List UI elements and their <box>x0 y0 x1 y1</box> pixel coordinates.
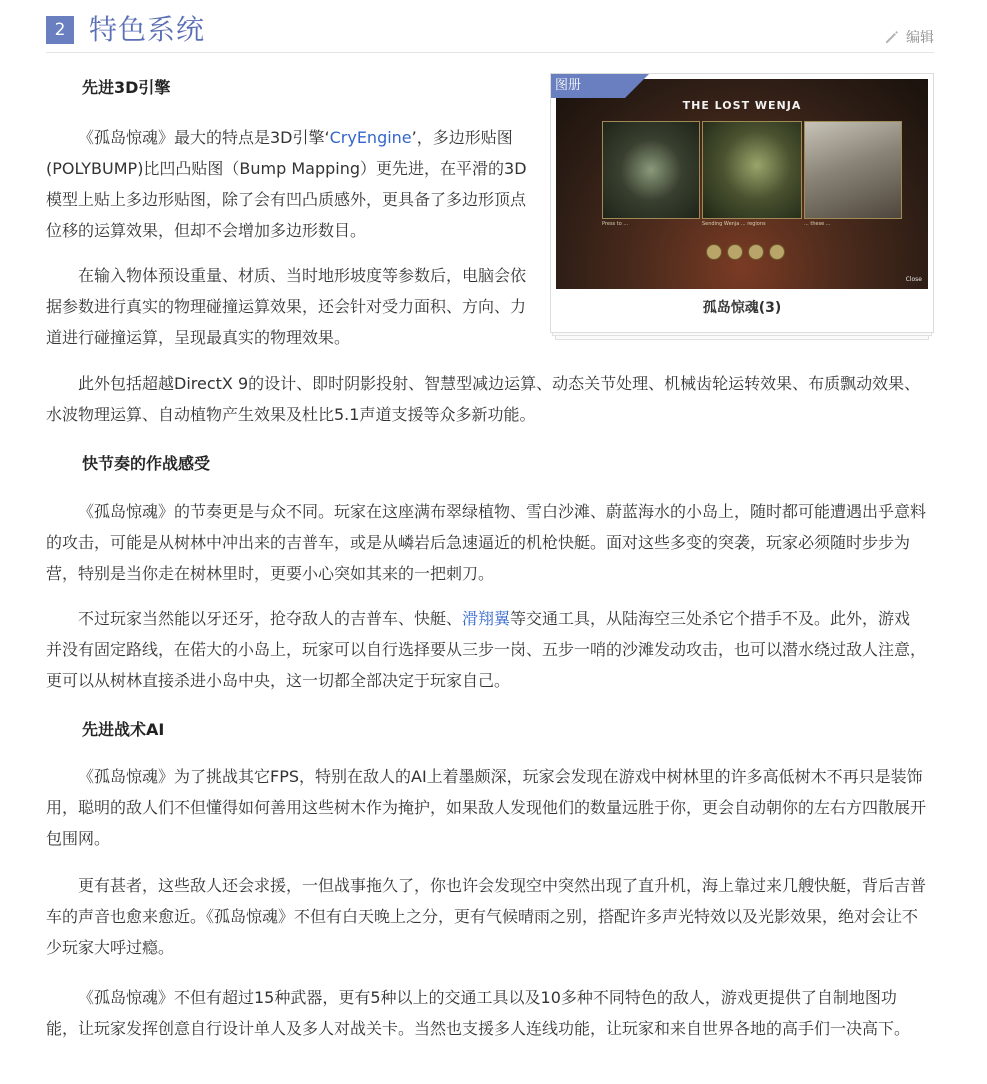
paragraph: 此外包括超越DirectX 9的设计、即时阴影投射、智慧型减边运算、动态关节处理、机械齿轮运转效果、布质飘动效果、水波物理运算、自动植物产生效果及杜比5.1声道支援等众多新功能。 <box>46 374 921 424</box>
section-header <box>46 10 934 53</box>
pencil-icon <box>884 29 900 45</box>
paragraph-text: ’，多边形贴图(POLYBUMP)比凹凸贴图（Bump Mapping）更先进，在平滑的3D模型上贴上多边形贴图，除了会有凹凸质感外，更具备了多边形顶点位移的运算效果，但却不会增加多边形数目。 <box>46 128 527 240</box>
edit-button[interactable] <box>884 28 934 48</box>
paragraph: 更有甚者，这些敌人还会求援，一但战事拖久了，你也许会发现空中突然出现了直升机，海上靠过来几艘快艇，背后吉普车的声音也愈来愈近。《孤岛惊魂》不但有白天晚上之分，更有气候晴雨之别，搭配许多声光特效以及光影效果，绝对会让不少玩家大呼过瘾。 <box>46 876 927 957</box>
paragraph <box>46 122 536 246</box>
paragraph-text: 等交通工具，从陆海空三处杀它个措手不及。此外，游戏并没有固定路线，在偌大的小岛上，玩家可以自行选择要从三步一岗、五步一哨的沙滩发动攻击，也可以潜水绕过敌人注意，更可以从树林直接杀进小岛中央，这一切都全部决定于玩家自己。 <box>46 609 927 690</box>
panel-caption: ... these ... <box>804 221 831 227</box>
sub-heading: 快节奏的作战感受 <box>82 454 211 473</box>
token-icon <box>706 244 722 260</box>
sub-heading: 先进3D引擎 <box>82 78 171 97</box>
panel-caption: Press to ... <box>602 221 629 227</box>
paragraph: 《孤岛惊魂》的节奏更是与众不同。玩家在这座满布翠绿植物、雪白沙滩、蔚蓝海水的小岛上，随时都可能遭遇出乎意料的攻击，可能是从树林中冲出来的吉普车，或是从嶙岩后急速逼近的机枪快艇。面对这些多变的突袭，玩家必须随时步步为营，特别是当你走在树林里时，更要小心突如其来的一把刺刀。 <box>46 502 927 583</box>
game-screenshot-title: THE LOST WENJA <box>682 99 802 112</box>
section-number: 2 <box>46 16 74 44</box>
album-stack-edge <box>555 336 929 340</box>
token-icon <box>727 244 743 260</box>
cryengine-link[interactable]: CryEngine <box>329 128 412 147</box>
paragraph-text: 不过玩家当然能以牙还牙，抢夺敌人的吉普车、快艇、 <box>78 609 463 628</box>
paragraph: 《孤岛惊魂》为了挑战其它FPS，特别在敌人的AI上着墨颇深，玩家会发现在游戏中树林里的许多高低树木不再只是装饰用，聪明的敌人们不但懂得如何善用这些树木作为掩护，如果敌人发现他们的数量远胜于你，更会自动朝你的左右方四散展开包围网。 <box>46 767 927 848</box>
album-card[interactable] <box>550 73 934 333</box>
token-icon <box>769 244 785 260</box>
album-badge: 图册 <box>551 74 625 98</box>
screenshot-panel <box>804 121 902 219</box>
section-title: 特色系统 <box>89 13 206 46</box>
screenshot-panel <box>602 121 700 219</box>
screenshot-panel <box>702 121 802 219</box>
paragraph-text: 《孤岛惊魂》最大的特点是3D引擎‘ <box>78 128 330 147</box>
paragraph: 在输入物体预设重量、材质、当时地形坡度等参数后，电脑会依据参数进行真实的物理碰撞运算效果，还会针对受力面积、方向、力道进行碰撞运算，呈现最真实的物理效果。 <box>46 266 527 347</box>
token-row <box>706 244 790 264</box>
panel-caption: Sending Wenja ... regions <box>702 221 766 227</box>
sub-heading: 先进战术AI <box>82 720 165 739</box>
token-icon <box>748 244 764 260</box>
paragraph <box>46 603 926 696</box>
album-image[interactable] <box>556 79 928 289</box>
close-hint: Close <box>905 276 922 283</box>
paragraph: 《孤岛惊魂》不但有超过15种武器，更有5种以上的交通工具以及10多种不同特色的敌人，游戏更提供了自制地图功能，让玩家发挥创意自行设计单人及多人对战关卡。当然也支援多人连线功能，让玩家和来自世界各地的高手们一决高下。 <box>46 988 911 1038</box>
album-caption[interactable]: 孤岛惊魂(3) <box>702 300 782 316</box>
glider-link[interactable]: 滑翔翼 <box>462 609 511 628</box>
edit-label: 编辑 <box>906 30 934 46</box>
